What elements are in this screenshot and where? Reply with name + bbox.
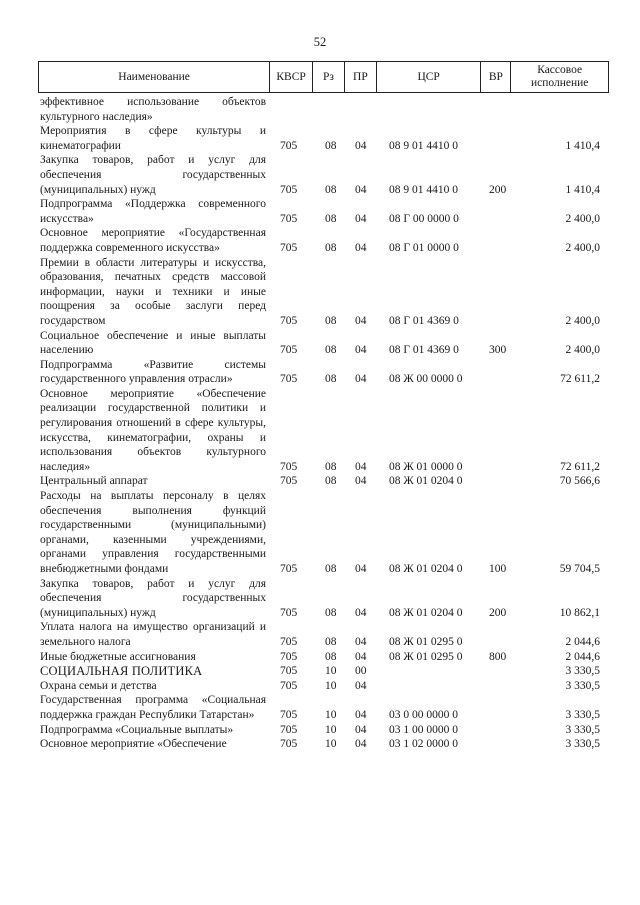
row-name: Расходы на выплаты персоналу в целях обеспечения выполнения функций государственными (муниципальными) органами, казенными учреждениями, органами управления государственными внебюджетными фондами bbox=[40, 490, 266, 575]
row-kvsr: 705 bbox=[280, 723, 298, 736]
row-kvsr: 705 bbox=[280, 563, 298, 575]
row-kvsr: 705 bbox=[280, 635, 298, 648]
row-amount: 59 704,5 bbox=[559, 563, 600, 575]
row-kvsr: 705 bbox=[280, 241, 298, 254]
row-rz: 08 bbox=[325, 139, 337, 152]
row-name: Центральный аппарат bbox=[40, 475, 148, 488]
row-name: Основное мероприятие «Государственная поддержка современного искусства» bbox=[40, 227, 266, 254]
table-header bbox=[38, 61, 609, 93]
header-rz: Рз bbox=[313, 62, 345, 92]
row-rz: 08 bbox=[325, 606, 337, 619]
row-csr: 03 1 00 0000 0 bbox=[389, 723, 458, 736]
row-kvsr: 705 bbox=[280, 139, 298, 152]
row-csr: 08 Ж 01 0204 0 bbox=[389, 606, 463, 619]
row-rz: 08 bbox=[325, 344, 337, 357]
table-row bbox=[40, 197, 600, 226]
row-pr: 04 bbox=[355, 708, 367, 721]
row-amount: 2 400,0 bbox=[565, 344, 600, 357]
row-pr: 04 bbox=[355, 241, 367, 254]
row-name: Государственная программа «Социальная поддержка граждан Республики Татарстан» bbox=[40, 694, 266, 721]
row-kvsr: 705 bbox=[280, 738, 298, 751]
row-amount: 2 400,0 bbox=[565, 212, 600, 225]
row-amount: 3 330,5 bbox=[565, 679, 600, 692]
row-name: Подпрограмма «Поддержка современного искусства» bbox=[40, 198, 266, 225]
row-rz: 10 bbox=[325, 679, 337, 692]
row-name: Уплата налога на имущество организаций и земельного налога bbox=[40, 621, 266, 648]
row-csr: 08 Ж 00 0000 0 bbox=[389, 373, 463, 386]
row-vr: 100 bbox=[489, 563, 507, 575]
row-amount: 3 330,5 bbox=[565, 738, 600, 751]
row-csr: 08 Г 00 0000 0 bbox=[389, 212, 459, 225]
row-kvsr: 705 bbox=[280, 679, 298, 692]
row-rz: 08 bbox=[325, 314, 337, 327]
header-vr: ВР bbox=[481, 62, 511, 92]
row-name: Закупка товаров, работ и услуг для обеспечения государственных (муниципальных) нужд bbox=[40, 577, 266, 619]
row-amount: 1 410,4 bbox=[565, 139, 600, 152]
row-csr: 08 Ж 01 0295 0 bbox=[389, 650, 463, 663]
row-pr: 04 bbox=[355, 738, 367, 751]
row-amount: 2 400,0 bbox=[565, 314, 600, 327]
table-body bbox=[40, 95, 600, 752]
row-amount: 72 611,2 bbox=[560, 373, 600, 386]
row-rz: 10 bbox=[325, 738, 337, 751]
row-pr: 04 bbox=[355, 635, 367, 648]
row-name: Основное мероприятие «Обеспечение bbox=[40, 738, 227, 751]
header-csr: ЦСР bbox=[377, 62, 482, 92]
page-number: 52 bbox=[313, 35, 327, 49]
row-pr: 04 bbox=[355, 344, 367, 357]
table-row bbox=[40, 256, 600, 329]
row-csr: 08 Г 01 4369 0 bbox=[389, 344, 459, 357]
row-vr: 800 bbox=[489, 650, 507, 663]
row-name: Премии в области литературы и искусства, образования, печатных средств массовой информации, науки и техники и иные поощрения за особые заслуги перед государством bbox=[40, 256, 266, 327]
row-kvsr: 705 bbox=[280, 373, 298, 386]
row-rz: 10 bbox=[325, 708, 337, 721]
row-amount: 3 330,5 bbox=[565, 723, 600, 736]
header-kvsr: КВСР bbox=[270, 62, 313, 92]
row-name: Закупка товаров, работ и услуг для обеспечения государственных (муниципальных) нужд bbox=[40, 154, 266, 196]
row-name: Социальное обеспечение и иные выплаты населению bbox=[40, 329, 266, 357]
row-pr: 04 bbox=[355, 212, 367, 225]
row-csr: 08 Ж 01 0204 0 bbox=[389, 563, 463, 575]
table-row bbox=[40, 226, 600, 255]
row-kvsr: 705 bbox=[280, 344, 298, 357]
row-kvsr: 705 bbox=[280, 650, 298, 663]
row-name: СОЦИАЛЬНАЯ ПОЛИТИКА bbox=[40, 664, 203, 679]
table-row bbox=[40, 95, 600, 124]
row-csr: 08 Г 01 4369 0 bbox=[389, 314, 459, 327]
row-pr: 04 bbox=[355, 650, 367, 663]
row-pr: 00 bbox=[355, 665, 367, 678]
row-amount: 10 862,1 bbox=[559, 606, 600, 619]
table-row bbox=[40, 737, 600, 752]
row-name: Мероприятия в сфере культуры и кинематографии bbox=[40, 125, 266, 152]
row-rz: 08 bbox=[325, 460, 337, 473]
row-kvsr: 705 bbox=[280, 475, 298, 488]
table-row bbox=[40, 693, 600, 722]
row-rz: 08 bbox=[325, 475, 337, 488]
row-kvsr: 705 bbox=[280, 606, 298, 619]
row-rz: 08 bbox=[325, 635, 337, 648]
header-name: Наименование bbox=[39, 62, 270, 92]
row-kvsr: 705 bbox=[280, 665, 298, 678]
row-amount: 2 400,0 bbox=[565, 241, 600, 254]
row-rz: 08 bbox=[325, 373, 337, 386]
row-name: Основное мероприятие «Обеспечение реализации государственной политики и регулирования отношений в сфере культуры, искусства, кинематографии, охраны и использования объектов культурного наследия» bbox=[40, 387, 266, 473]
table-row bbox=[40, 679, 600, 694]
row-name: Охрана семьи и детства bbox=[40, 679, 157, 692]
row-name: эффективное использование объектов культурного наследия» bbox=[40, 96, 266, 123]
row-pr: 04 bbox=[355, 460, 367, 473]
row-pr: 04 bbox=[355, 723, 367, 736]
table-row bbox=[40, 474, 600, 489]
table-row bbox=[40, 577, 600, 621]
table-row bbox=[40, 664, 600, 679]
row-rz: 10 bbox=[325, 665, 337, 678]
row-amount: 2 044,6 bbox=[565, 650, 600, 663]
row-pr: 04 bbox=[355, 139, 367, 152]
row-pr: 04 bbox=[355, 563, 367, 575]
row-vr: 300 bbox=[489, 344, 507, 357]
row-rz: 08 bbox=[325, 212, 337, 225]
row-name: Подпрограмма «Развитие системы государственного управления отрасли» bbox=[40, 358, 266, 386]
row-rz: 08 bbox=[325, 241, 337, 254]
table-row bbox=[40, 153, 600, 197]
table-row bbox=[40, 489, 600, 577]
table-row bbox=[40, 620, 600, 649]
row-pr: 04 bbox=[355, 606, 367, 619]
row-vr: 200 bbox=[489, 606, 507, 619]
header-pr: ПР bbox=[345, 62, 377, 92]
table-row bbox=[40, 329, 600, 358]
row-csr: 08 Г 01 0000 0 bbox=[389, 241, 459, 254]
table-row bbox=[40, 723, 600, 738]
row-amount: 3 330,5 bbox=[565, 665, 600, 678]
row-amount: 72 611,2 bbox=[560, 460, 600, 473]
table-row bbox=[40, 124, 600, 153]
row-amount: 3 330,5 bbox=[565, 708, 600, 721]
row-kvsr: 705 bbox=[280, 460, 298, 473]
row-rz: 08 bbox=[325, 183, 337, 196]
header-kassovoe: Кассовое исполнение bbox=[530, 64, 589, 89]
row-name: Иные бюджетные ассигнования bbox=[40, 650, 196, 663]
row-kvsr: 705 bbox=[280, 212, 298, 225]
row-rz: 08 bbox=[325, 650, 337, 663]
row-csr: 08 9 01 4410 0 bbox=[389, 139, 458, 152]
table-row bbox=[40, 650, 600, 665]
row-amount: 70 566,6 bbox=[559, 475, 600, 488]
row-rz: 10 bbox=[325, 723, 337, 736]
table-row bbox=[40, 387, 600, 475]
row-pr: 04 bbox=[355, 373, 367, 386]
row-pr: 04 bbox=[355, 183, 367, 196]
row-rz: 08 bbox=[325, 563, 337, 575]
row-csr: 08 Ж 01 0000 0 bbox=[389, 460, 463, 473]
row-csr: 08 Ж 01 0204 0 bbox=[389, 475, 463, 488]
row-csr: 03 0 00 0000 0 bbox=[389, 708, 458, 721]
row-pr: 04 bbox=[355, 679, 367, 692]
row-csr: 08 Ж 01 0295 0 bbox=[389, 635, 463, 648]
row-vr: 200 bbox=[489, 183, 507, 196]
row-kvsr: 705 bbox=[280, 314, 298, 327]
row-pr: 04 bbox=[355, 475, 367, 488]
row-csr: 03 1 02 0000 0 bbox=[389, 738, 458, 751]
row-csr: 08 9 01 4410 0 bbox=[389, 183, 458, 196]
row-amount: 2 044,6 bbox=[565, 635, 600, 648]
row-pr: 04 bbox=[355, 314, 367, 327]
row-kvsr: 705 bbox=[280, 708, 298, 721]
table-row bbox=[40, 358, 600, 387]
row-name: Подпрограмма «Социальные выплаты» bbox=[40, 723, 234, 736]
row-kvsr: 705 bbox=[280, 183, 298, 196]
row-amount: 1 410,4 bbox=[565, 183, 600, 196]
